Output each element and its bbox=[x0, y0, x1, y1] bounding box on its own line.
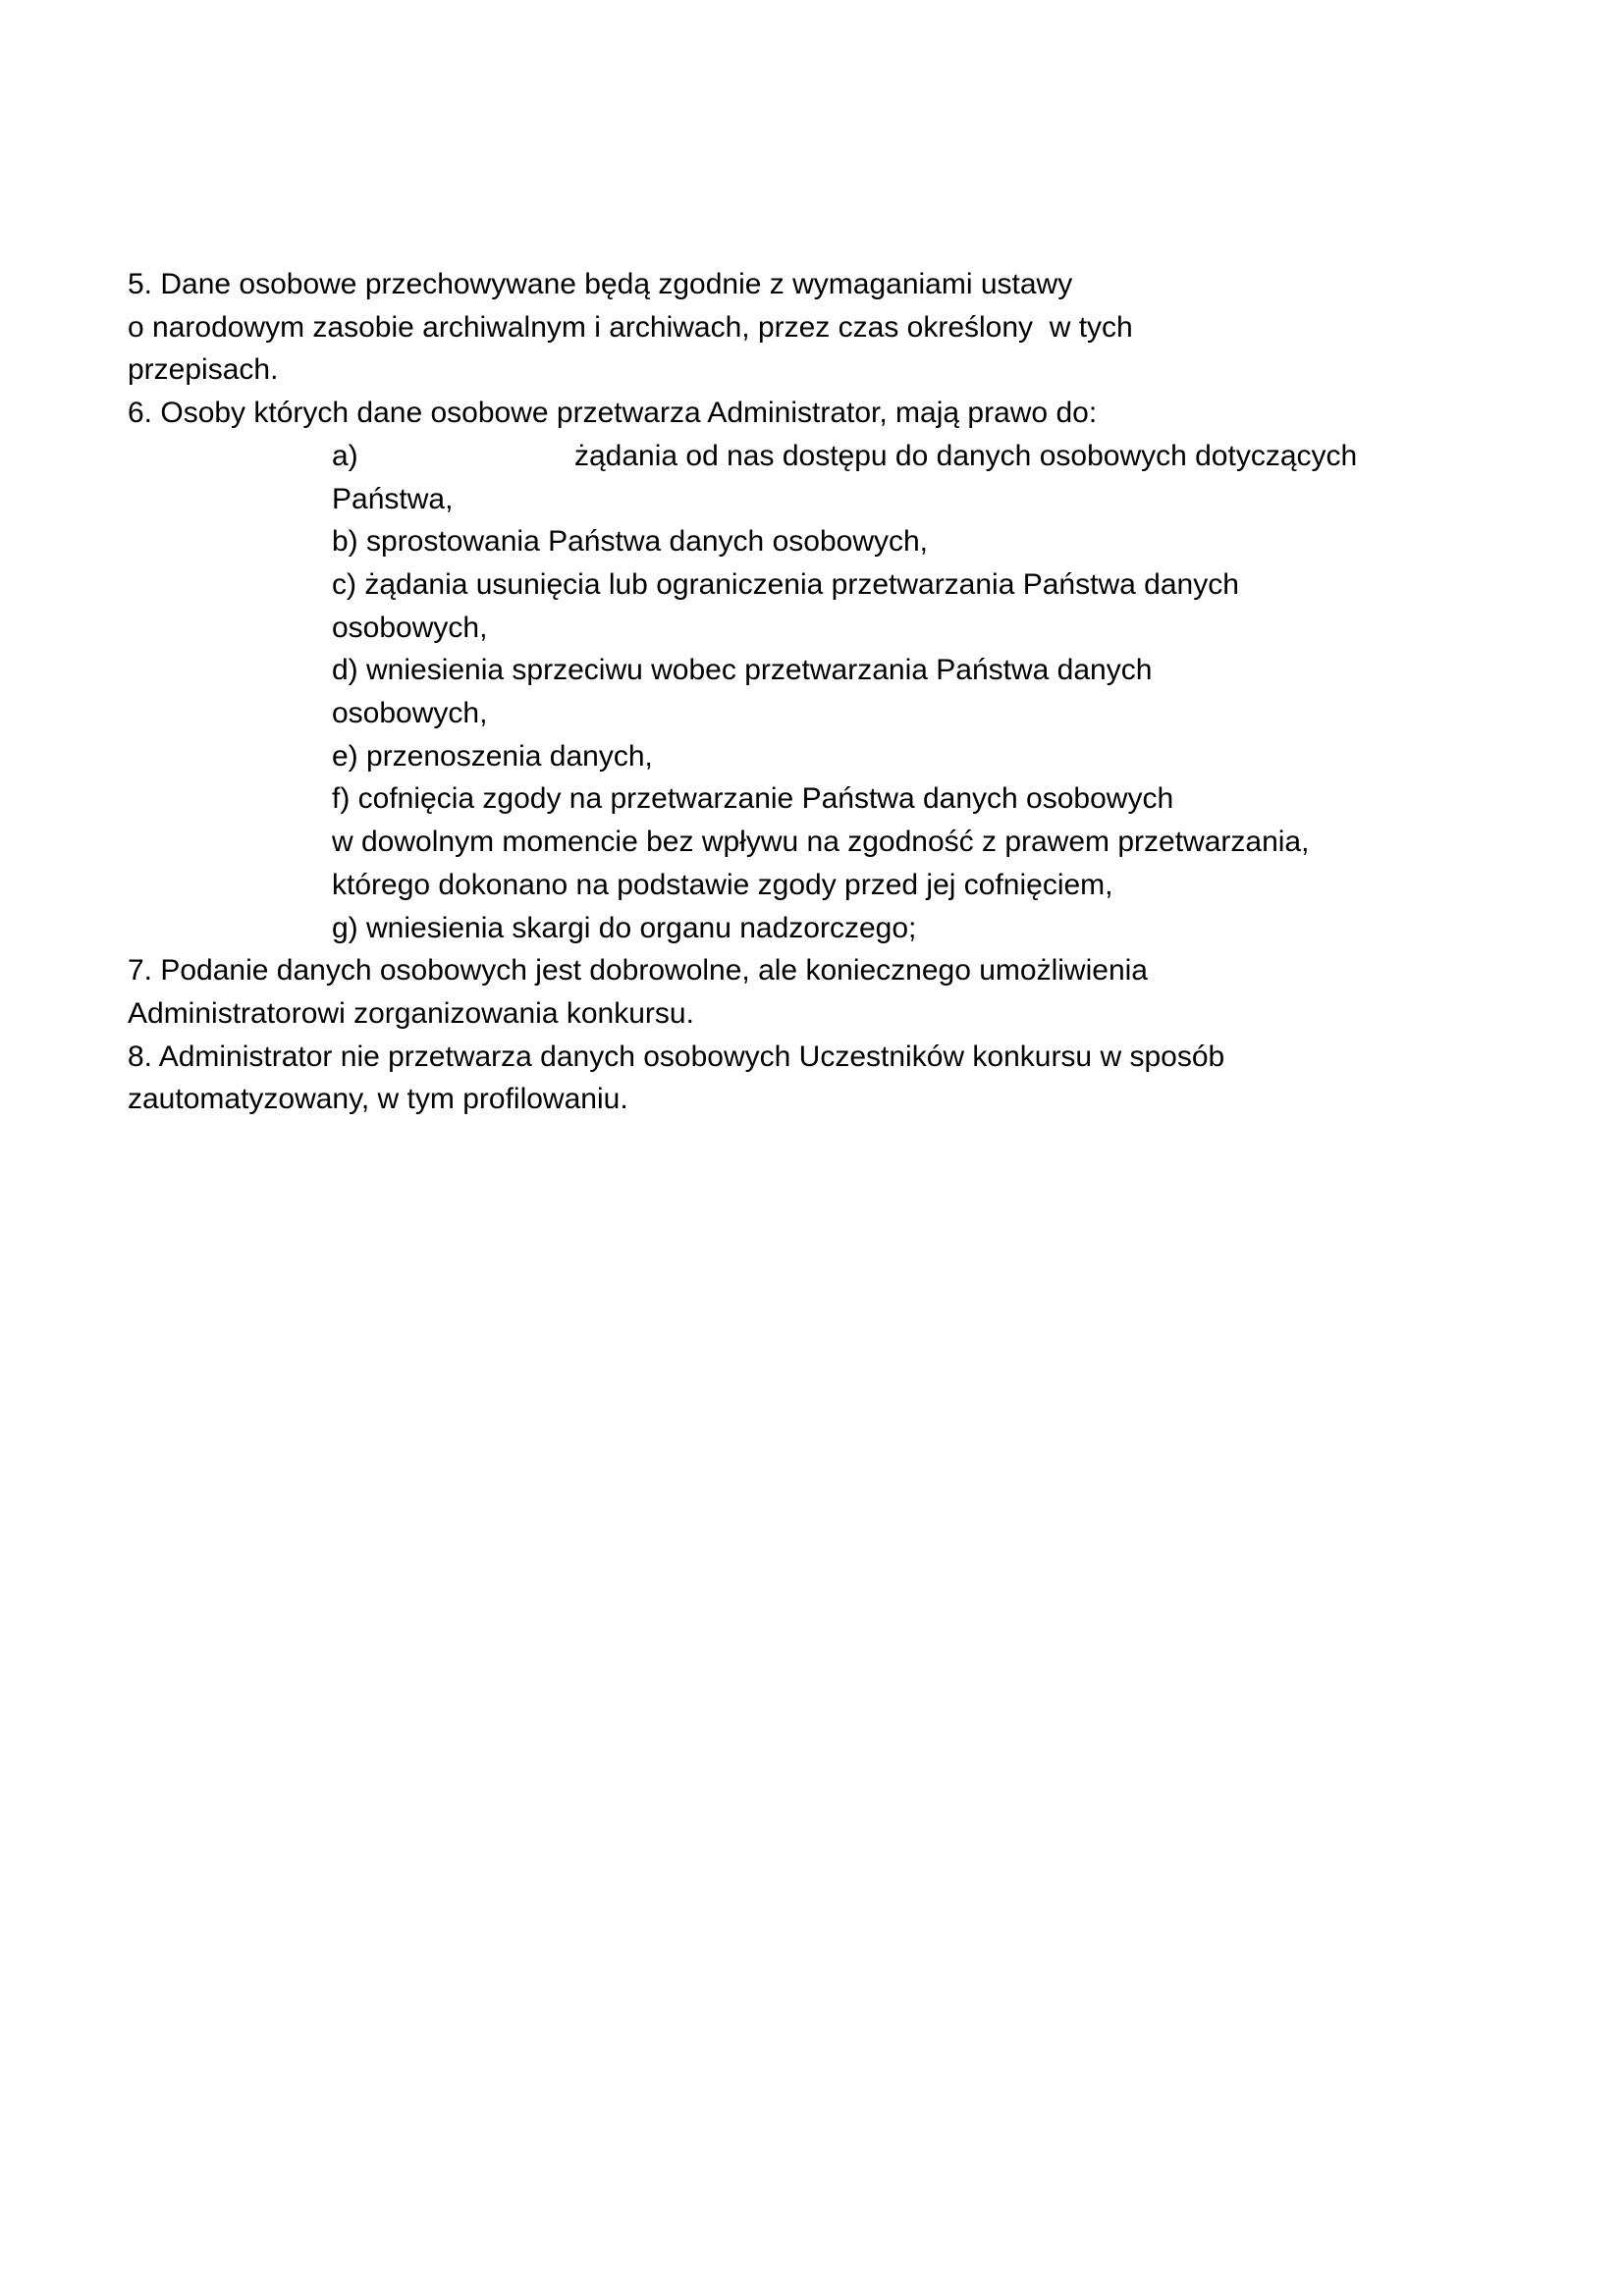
text-line: d) wniesienia sprzeciwu wobec przetwarzania Państwa danych bbox=[332, 654, 1153, 687]
text-line: e) przenoszenia danych, bbox=[332, 739, 653, 773]
text-line: o narodowym zasobie archiwalnym i archiwach, przez czas określony w tych bbox=[128, 310, 1133, 344]
text-line: a) żądania od nas dostępu do danych osobowych dotyczących bbox=[332, 439, 1358, 472]
text-line: w dowolnym momencie bez wpływu na zgodność z prawem przetwarzania, bbox=[332, 826, 1310, 859]
text-line: zautomatyzowany, w tym profilowaniu. bbox=[128, 1083, 628, 1116]
text-line: osobowych, bbox=[332, 611, 488, 644]
text-line: 7. Podanie danych osobowych jest dobrowolne, ale koniecznego umożliwienia bbox=[128, 954, 1148, 988]
text-block bbox=[128, 263, 1502, 1121]
text-line: osobowych, bbox=[332, 697, 488, 730]
text-line: f) cofnięcia zgody na przetwarzanie Państwa danych osobowych bbox=[332, 782, 1174, 816]
text-line: 6. Osoby których dane osobowe przetwarza Administrator, mają prawo do: bbox=[128, 397, 1098, 430]
text-line: Administratorowi zorganizowania konkursu. bbox=[128, 996, 694, 1030]
text-line: 8. Administrator nie przetwarza danych osobowych Uczestników konkursu w sposób bbox=[128, 1040, 1225, 1073]
text-line: b) sprostowania Państwa danych osobowych, bbox=[332, 525, 929, 559]
text-line: Państwa, bbox=[332, 482, 454, 515]
text-line: g) wniesienia skargi do organu nadzorczego; bbox=[332, 911, 917, 944]
text-line: c) żądania usunięcia lub ograniczenia przetwarzania Państwa danych bbox=[332, 567, 1239, 601]
text-line: 5. Dane osobowe przechowywane będą zgodnie z wymaganiami ustawy bbox=[128, 268, 1073, 300]
text-line: przepisach. bbox=[128, 353, 279, 387]
text-line: którego dokonano na podstawie zgody przed jej cofnięciem, bbox=[332, 868, 1113, 901]
